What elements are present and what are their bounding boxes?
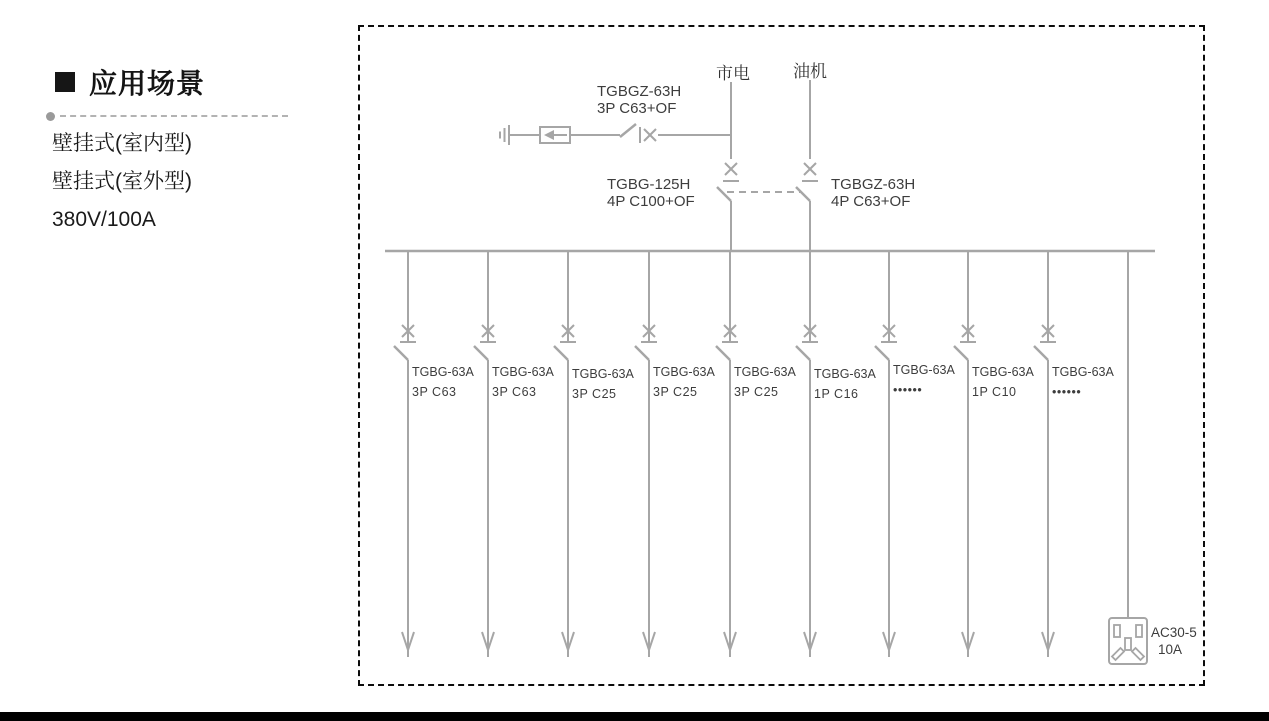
branch-spec: 3P C25 <box>734 385 779 399</box>
branch-model: TGBG-63A <box>893 363 955 377</box>
surge-protector-icon <box>540 127 570 143</box>
feature-item: 380V/100A <box>52 208 156 231</box>
branch-label <box>972 362 1034 402</box>
branch-feeders <box>394 251 1056 657</box>
branch-feeder <box>796 251 818 657</box>
transfer-right-model: TGBGZ-63H <box>831 176 916 193</box>
branch-label <box>734 362 796 402</box>
branch-feeder <box>554 251 576 657</box>
branch-model: TGBG-63A <box>412 365 474 379</box>
generator-source-label: 油机 <box>793 62 827 81</box>
branch-model: TGBG-63A <box>734 365 796 379</box>
socket-icon <box>1109 618 1147 664</box>
branch-label <box>412 362 474 402</box>
branch-spec: 3P C25 <box>653 385 698 399</box>
branch-spec: 3P C63 <box>412 385 457 399</box>
socket-rating: 10A <box>1158 642 1183 657</box>
branch-model: TGBG-63A <box>492 365 554 379</box>
branch-label <box>1052 362 1114 402</box>
branch-spec: •••••• <box>893 383 923 397</box>
branch-spec: 1P C10 <box>972 385 1017 399</box>
branch-feeder <box>1034 251 1056 657</box>
feature-item: 壁挂式(室外型) <box>52 170 192 193</box>
section-title: 应用场景 <box>89 68 206 99</box>
spd-breaker-symbol <box>570 124 731 143</box>
branch-model: TGBG-63A <box>572 367 634 381</box>
branch-model: TGBG-63A <box>814 367 876 381</box>
branch-spec: 1P C16 <box>814 387 859 401</box>
generator-incoming-leg <box>796 80 818 252</box>
branch-spec: •••••• <box>1052 385 1082 399</box>
branch-feeder <box>394 251 416 657</box>
transfer-left-spec: 4P C100+OF <box>607 193 695 210</box>
ground-symbol-icon <box>500 125 540 145</box>
branch-feeder <box>954 251 976 657</box>
mains-incoming-leg <box>717 82 739 252</box>
spd-breaker-spec: 3P C63+OF <box>597 100 677 117</box>
branch-spec: 3P C63 <box>492 385 537 399</box>
socket-model: AC30-5 <box>1151 625 1197 640</box>
feature-item: 壁挂式(室内型) <box>52 132 192 155</box>
socket-label <box>1151 624 1197 658</box>
spd-breaker-label <box>597 83 681 117</box>
branch-label <box>572 364 634 404</box>
mains-source-label: 市电 <box>716 64 750 83</box>
branch-feeder <box>875 251 897 657</box>
branch-label <box>653 362 715 402</box>
branch-model: TGBG-63A <box>653 365 715 379</box>
branch-feeder <box>635 251 657 657</box>
transfer-left-model: TGBG-125H <box>607 176 691 193</box>
branch-model: TGBG-63A <box>1052 365 1114 379</box>
spd-breaker-model: TGBGZ-63H <box>597 83 682 100</box>
transfer-right-spec: 4P C63+OF <box>831 193 911 210</box>
branch-label <box>814 364 876 404</box>
branch-spec: 3P C25 <box>572 387 617 401</box>
branch-label <box>492 362 554 402</box>
transfer-switch-right-label <box>831 176 915 210</box>
transfer-switch-left-label <box>607 176 695 210</box>
bottom-accent-bar <box>0 712 1269 721</box>
branch-label <box>893 360 955 400</box>
branch-model: TGBG-63A <box>972 365 1034 379</box>
branch-feeder <box>716 251 738 657</box>
branch-feeder <box>474 251 496 657</box>
